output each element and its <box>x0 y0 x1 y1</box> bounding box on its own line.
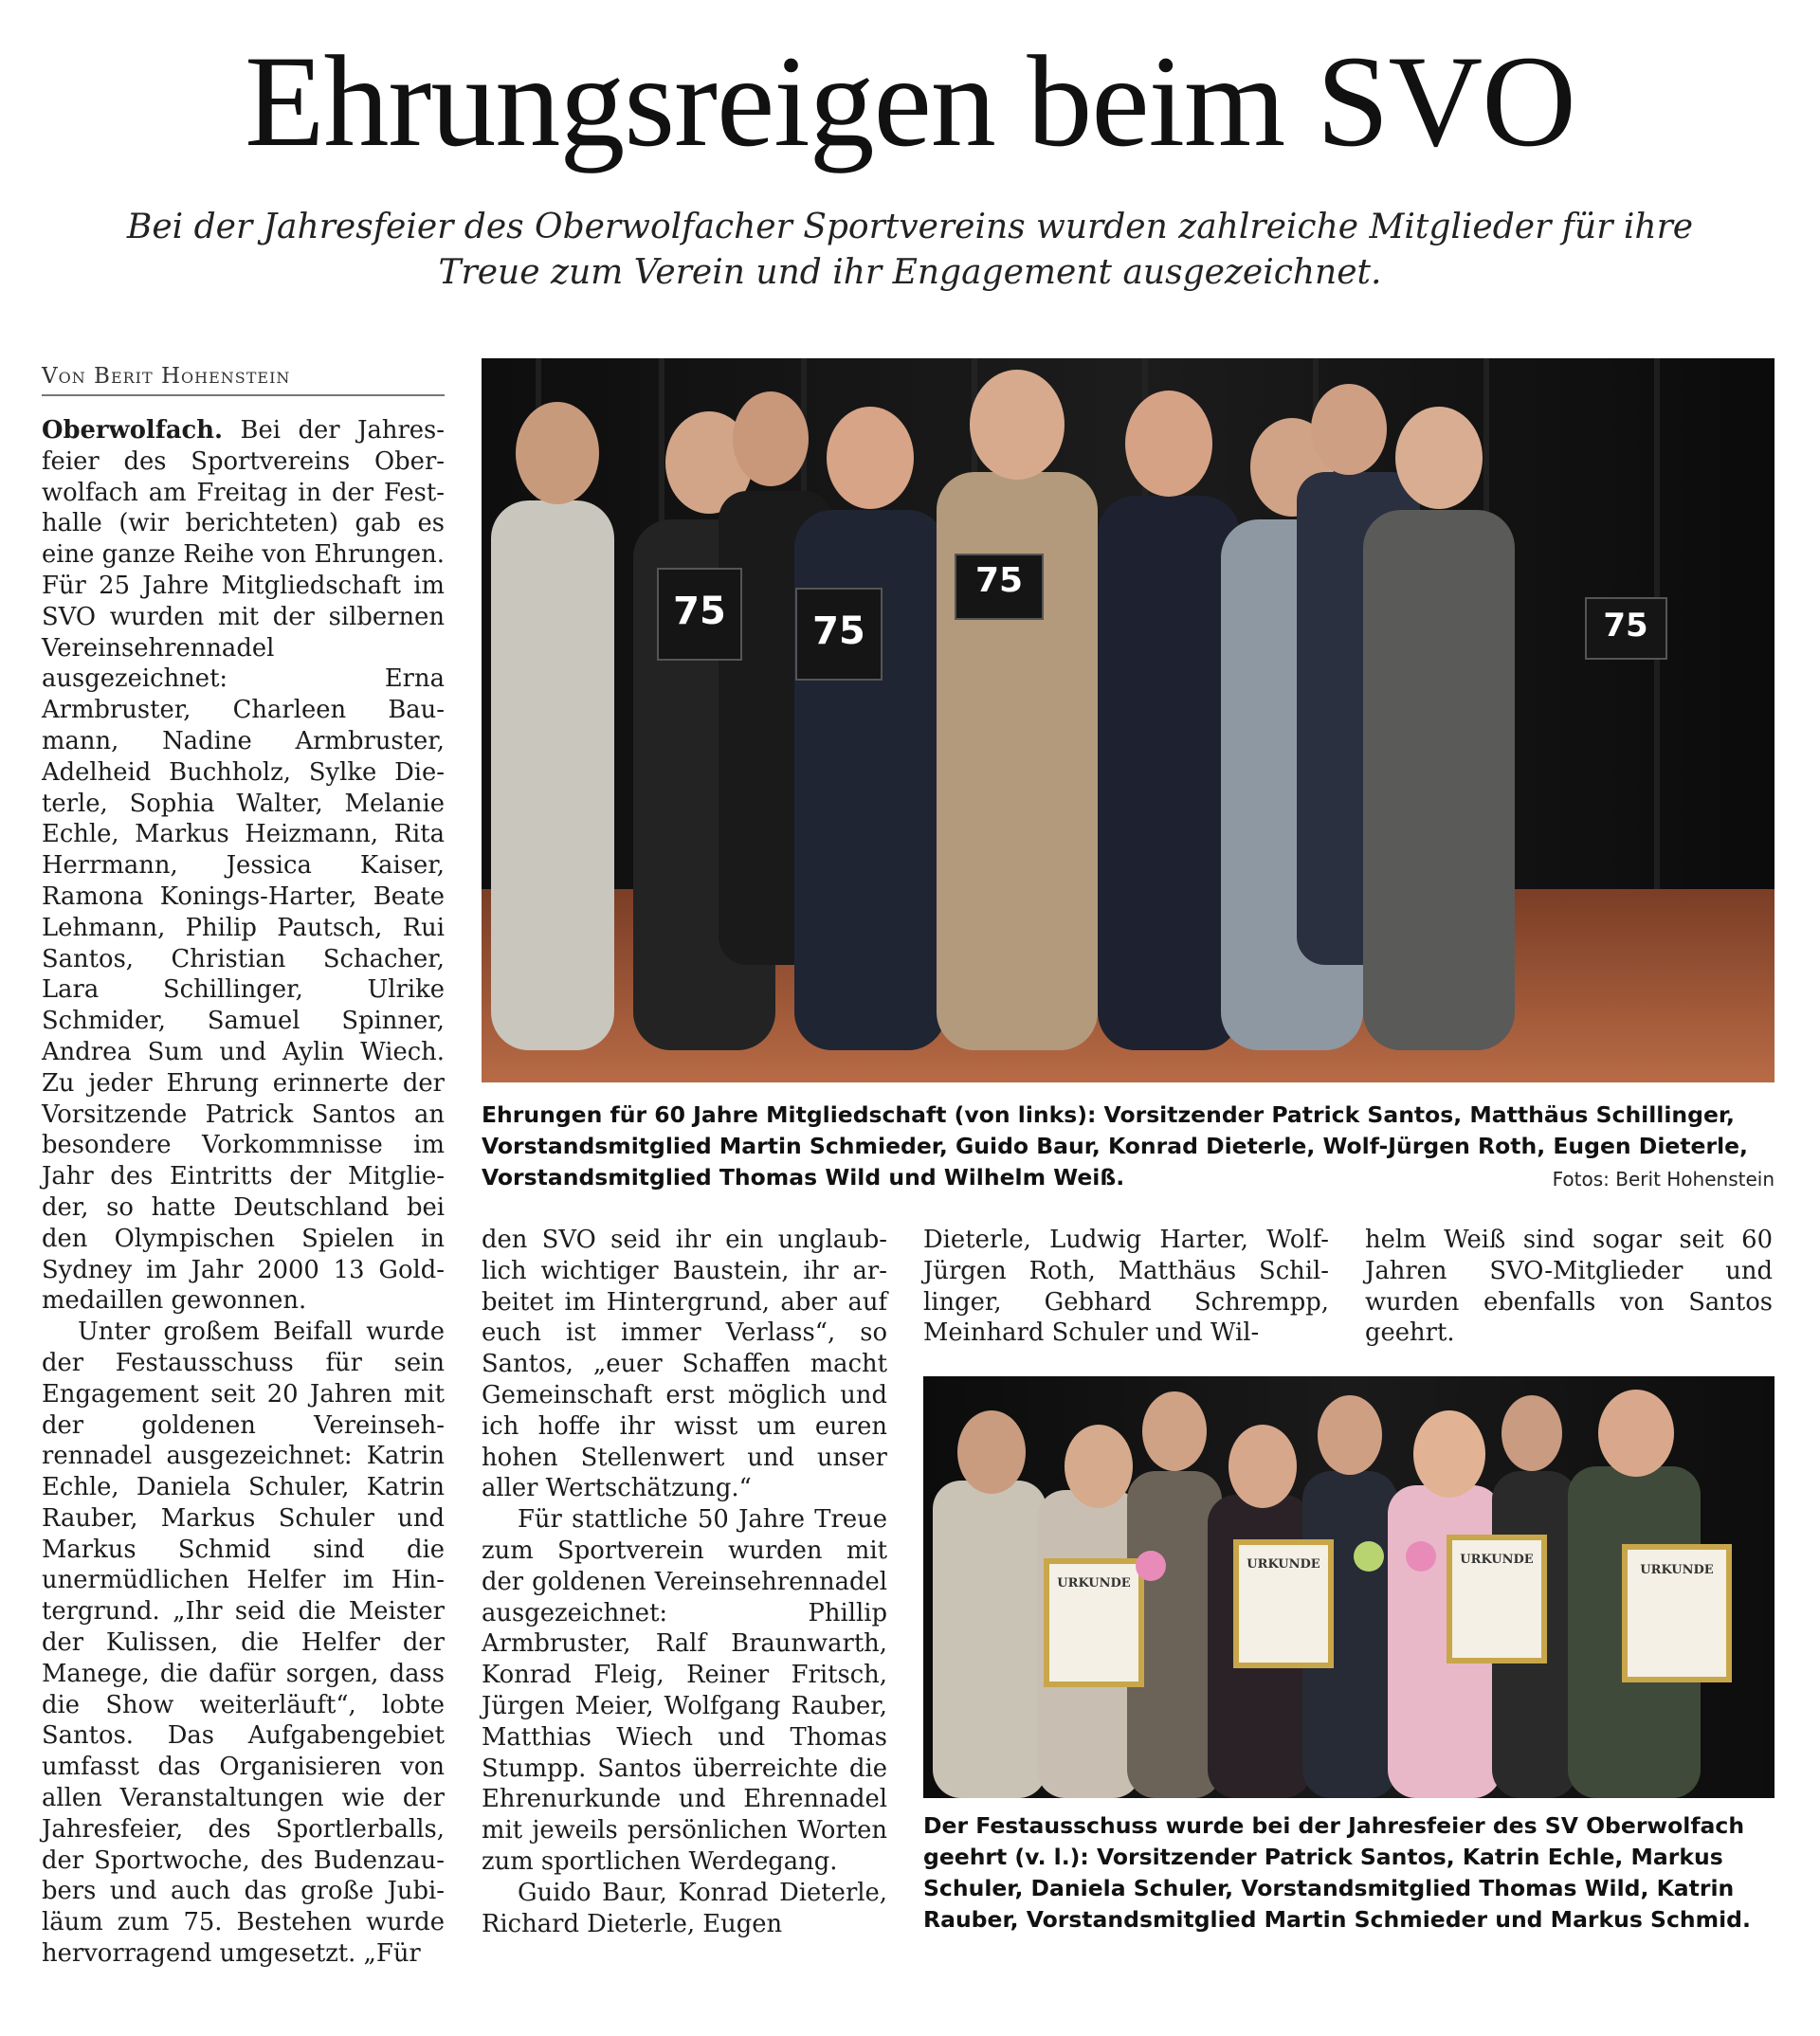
photo-caption-second: Der Festausschuss wurde bei der Jahresfeier des SV Oberwolfach geehrt (v. l.): Vorsitzender Patrick Santos, Katrin Echle, Markus Schuler, Daniela Schuler, Vorstandsmitglied Thomas Wild, Katrin Rauber, Vorstandsmitglied Martin Schmieder und Markus Schmid. <box>923 1812 1751 1933</box>
photo-credit: Fotos: Berit Hohenstein <box>1552 1168 1774 1191</box>
photo-60-year-honorees <box>482 358 1774 1082</box>
certificate-label: URKUNDE <box>1057 1576 1131 1591</box>
dateline: Oberwolfach. <box>42 416 223 445</box>
book-label: 75 <box>974 561 1024 600</box>
subheadline: Bei der Jahresfeier des Oberwolfacher Sportvereins wurden zahlreiche Mitglieder für ihre Treue zum Verein und ihr Engagement ausgezeichnet. <box>126 208 1694 292</box>
article-paragraph: Dieterle, Ludwig Harter, Wolf-Jürgen Roth, Matthäus Schillinger, Gebhard Schrempp, Meinhard Schuler und Wil- <box>923 1226 1329 1348</box>
article-paragraph: den SVO seid ihr ein unglaublich wichtiger Baustein, ihr arbeitet im Hintergrund, aber auf euch ist immer Verlass“, so Santos, „euer Schaffen macht Gemeinschaft erst möglich und ich hoffe ihr wisst um euren hohen Stellenwert und unser aller Wertschätzung.“ <box>482 1226 887 1503</box>
article-column-3 <box>923 1225 1329 1349</box>
book-label: 75 <box>1603 607 1648 645</box>
byline: Von Berit Hohenstein <box>42 364 445 396</box>
photo-image <box>482 358 1774 1082</box>
article-paragraph: Unter großem Beifall wurde der Festausschuss für sein Engagement seit 20 Jahren mit der goldenen Vereinsehrennadel ausgezeichnet: Katrin Echle, Daniela Schuler, Katrin Rauber, Markus Schuler und Markus Schmid sind die unermüdlichen Helfer im Hintergrund. „Ihr seid die Meister der Kulissen, die Helfer der Manege, die dafür sorgen, dass die Show weiterläuft“, lobte Santos. Das Aufgabengebiet umfasst das Organisieren von allen Veranstaltungen wie der Jahresfeier, des Sportlerballs, der Sportwoche, des Budenzaubers und auch das große Jubiläum zum 75. Bestehen wurde hervorragend umgesetzt. „Für <box>42 1318 445 1969</box>
photo-festausschuss <box>923 1376 1774 1798</box>
paragraph-text: Bei der Jahresfeier des Sportvereins Oberwolfach am Freitag in der Festhalle (wir berichteten) gab es eine ganze Reihe von Ehrungen. Für 25 Jahre Mitgliedschaft im SVO wurden mit der silbernen Vereinsehrennadel ausgezeichnet: Erna Armbruster, Charleen Baumann, Nadine Armbruster, Adelheid Buchholz, Sylke Dieterle, Sophia Walter, Melanie Echle, Markus Heizmann, Rita Herrmann, Jessica Kaiser, Ramona Konings-Harter, Beate Lehmann, Philip Pautsch, Rui Santos, Christian Schacher, Lara Schillinger, Ulrike Schmider, Samuel Spinner, Andrea Sum und Aylin Wiech. Zu jeder Ehrung erinnerte der Vorsitzende Patrick Santos an besondere Vorkommnisse im Jahr des Eintritts der Mitglieder, so hatte Deutschland bei den Olympischen Spielen in Sydney im Jahr 2000 13 Goldmedaillen gewonnen. <box>42 416 445 1316</box>
certificate-label: URKUNDE <box>1247 1557 1320 1572</box>
article-column-4 <box>1365 1225 1773 1349</box>
article-paragraph: Guido Baur, Konrad Dieterle, Richard Dieterle, Eugen <box>482 1878 887 1938</box>
article-paragraph: helm Weiß sind sogar seit 60 Jahren SVO-Mitglieder und wurden ebenfalls von Santos geehrt. <box>1365 1226 1773 1348</box>
photo-caption-main: Ehrungen für 60 Jahre Mitgliedschaft (von links): Vorsitzender Patrick Santos, Matthäus Schillinger, Vorstandsmitglied Martin Schmieder, Guido Baur, Konrad Dieterle, Wolf-Jürgen Roth, Eugen Dieterle, Vorstandsmitglied Thomas Wild und Wilhelm Weiß. <box>482 1101 1748 1191</box>
article-column-2 <box>482 1225 887 1939</box>
certificate-label: URKUNDE <box>1640 1563 1714 1577</box>
photo-image <box>923 1376 1774 1798</box>
book-label: 75 <box>812 609 865 653</box>
certificate-label: URKUNDE <box>1460 1553 1534 1567</box>
article-column-1 <box>42 415 445 1970</box>
article-paragraph: Für stattliche 50 Jahre Treue zum Sportverein wurden mit der goldenen Vereinsehrennadel ausgezeichnet: Phillip Armbruster, Ralf Braunwarth, Konrad Fleig, Reiner Fritsch, Jürgen Meier, Wolfgang Rauber, Matthias Wiech und Thomas Stumpp. Santos überreichte die Ehrenurkunde und Ehrennadel mit jeweils persönlichen Worten zum sportlichen Werdegang. <box>482 1505 887 1876</box>
book-label: 75 <box>673 590 726 633</box>
article-paragraph <box>42 415 445 1317</box>
headline: Ehrungsreigen beim SVO <box>245 28 1575 173</box>
